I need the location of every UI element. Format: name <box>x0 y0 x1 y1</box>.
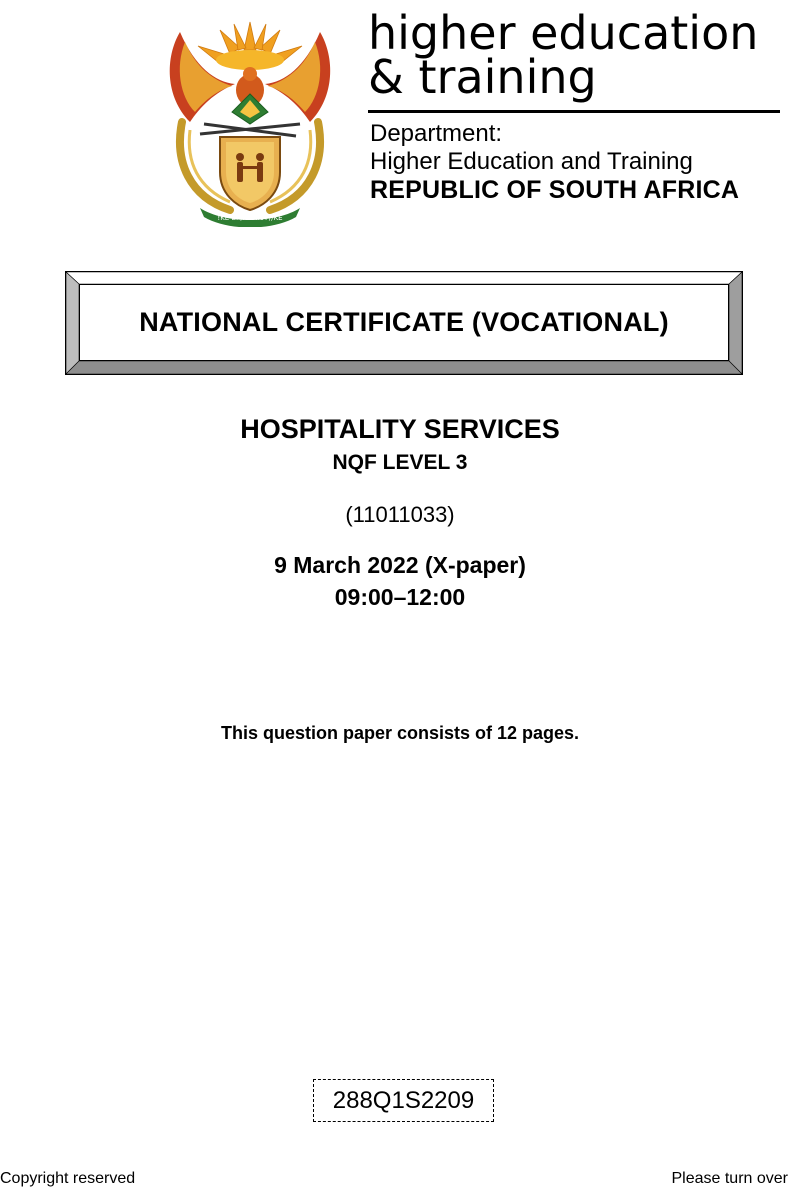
department-label: Department: <box>370 120 503 147</box>
brand-line-1: higher education <box>368 6 759 60</box>
exam-date: 9 March 2022 (X-paper) <box>274 552 526 578</box>
brand-wordmark <box>368 6 759 104</box>
paper-code-box <box>313 1079 494 1122</box>
subject-code: (11011033) <box>345 502 455 527</box>
certificate-title: NATIONAL CERTIFICATE (VOCATIONAL) <box>139 307 669 337</box>
svg-text:!KE E: /XARRA //KE: !KE E: /XARRA //KE <box>217 214 283 222</box>
brand-divider <box>368 110 780 113</box>
footer-turn-over: Please turn over <box>671 1170 788 1187</box>
paper-code: 288Q1S2209 <box>332 1086 475 1114</box>
page-count-note: This question paper consists of 12 pages. <box>220 723 580 743</box>
brand-line-2: & training <box>368 50 597 104</box>
nqf-level: NQF LEVEL 3 <box>332 451 468 474</box>
department-name: Higher Education and Training <box>370 148 693 175</box>
subject-title: HOSPITALITY SERVICES <box>240 414 560 444</box>
country-name: REPUBLIC OF SOUTH AFRICA <box>370 176 740 204</box>
coat-of-arms-logo <box>160 12 340 227</box>
certificate-title-box <box>79 284 729 361</box>
exam-time: 09:00–12:00 <box>334 584 466 610</box>
footer-copyright: Copyright reserved <box>0 1170 136 1187</box>
